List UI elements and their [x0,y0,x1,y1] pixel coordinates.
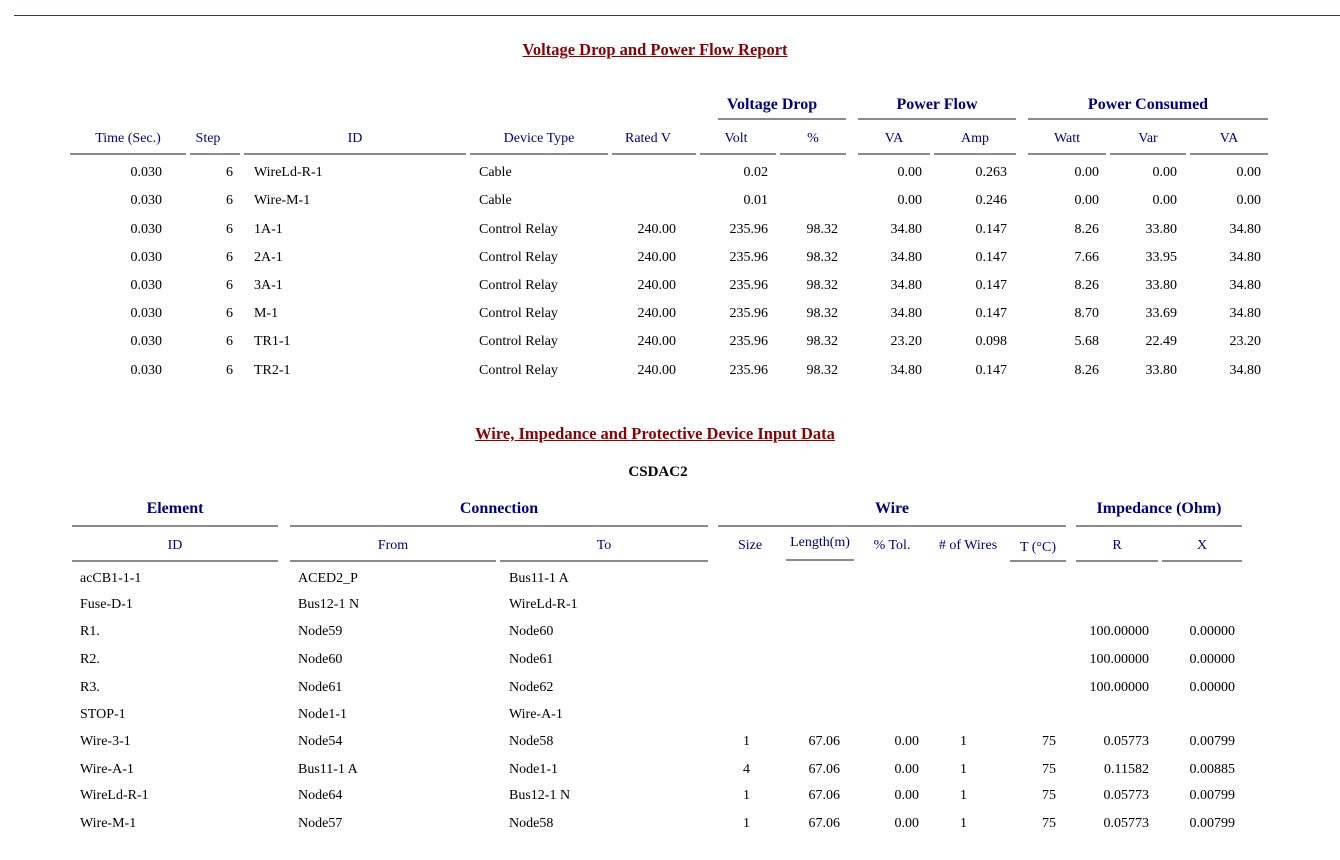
rule-power-consumed [1028,118,1268,120]
cell-length: 67.06 [808,788,840,803]
cell-pct: 98.32 [806,250,838,265]
rule-connection [290,525,708,527]
group-element: Element [146,500,204,517]
group-power-consumed: Power Consumed [1087,96,1209,113]
cell-volt: 235.96 [729,278,768,293]
cell-from: ACED2_P [298,571,358,586]
cell-amp: 0.147 [975,250,1007,265]
col-from: From [377,538,409,553]
cell-length: 67.06 [808,734,840,749]
cell-to: Bus12-1 N [509,788,571,803]
cell-pct: 98.32 [806,222,838,237]
cell-r: 100.00000 [1089,624,1149,639]
col-temp: T (°C) [1019,540,1057,555]
col-rated-v: Rated V [624,131,671,146]
rule-power-flow [858,118,1016,120]
cell-step: 6 [226,306,233,321]
cell-va-consumed: 0.00 [1236,193,1261,208]
cell-step: 6 [226,334,233,349]
cell-va: 34.80 [890,222,922,237]
cell-id: WireLd-R-1 [254,165,323,180]
col-num-wires: # of Wires [938,538,998,553]
cell-id: M-1 [254,306,279,321]
cell-size: 1 [743,816,750,831]
cell-x: 0.00885 [1189,762,1235,777]
cell-from: Node1-1 [298,707,347,722]
cell-rated-v: 240.00 [637,278,676,293]
cell-watt: 5.68 [1074,334,1099,349]
cell-rated-v: 240.00 [637,334,676,349]
cell-device-type: Control Relay [479,278,558,293]
rule-col-device-type [470,153,608,155]
cell-amp: 0.147 [975,363,1007,378]
cell-step: 6 [226,193,233,208]
cell-from: Node59 [298,624,343,639]
rule-col-pct [780,153,846,155]
group-power-flow: Power Flow [896,96,978,113]
cell-watt: 0.00 [1074,165,1099,180]
cell-volt: 235.96 [729,250,768,265]
group-voltage-drop: Voltage Drop [726,96,818,113]
cell-amp: 0.147 [975,306,1007,321]
cell-device-type: Control Relay [479,334,558,349]
col-va: VA [884,131,904,146]
cell-pct: 98.32 [806,306,838,321]
col-id: ID [347,131,363,146]
cell-element-id: Wire-3-1 [80,734,131,749]
cell-num-wires: 1 [960,762,967,777]
col-length: Length(m) [790,535,850,550]
cell-x: 0.00799 [1189,816,1235,831]
cell-tol: 0.00 [894,734,919,749]
col-step: Step [195,131,221,146]
col-pct: % [807,131,819,146]
cell-va: 34.80 [890,363,922,378]
cell-id: Wire-M-1 [254,193,311,208]
rule-col-element-id [72,560,278,562]
cell-num-wires: 1 [960,788,967,803]
col-va-consumed: VA [1219,131,1239,146]
cell-x: 0.00000 [1189,680,1235,695]
cell-device-type: Control Relay [479,306,558,321]
cell-watt: 8.26 [1074,222,1099,237]
cell-temp: 75 [1042,734,1056,749]
cell-tol: 0.00 [894,762,919,777]
col-r: R [1112,538,1122,553]
group-connection: Connection [459,500,539,517]
cell-to: Wire-A-1 [509,707,563,722]
cell-va-consumed: 34.80 [1229,222,1261,237]
cell-pct: 98.32 [806,278,838,293]
cell-to: Node58 [509,816,554,831]
cell-volt: 235.96 [729,306,768,321]
voltage-drop-report-title: Voltage Drop and Power Flow Report [522,40,788,59]
rule-col-var [1110,153,1186,155]
cell-va: 34.80 [890,250,922,265]
cell-from: Bus11-1 A [298,762,358,777]
cell-to: Node58 [509,734,554,749]
cell-id: TR1-1 [254,334,291,349]
col-tol: % Tol. [873,538,911,553]
cell-tol: 0.00 [894,816,919,831]
cell-from: Node54 [298,734,343,749]
cell-element-id: WireLd-R-1 [80,788,149,803]
cell-from: Node64 [298,788,343,803]
wire-subtitle: CSDAC2 [628,464,688,480]
cell-step: 6 [226,250,233,265]
cell-length: 67.06 [808,816,840,831]
cell-num-wires: 1 [960,734,967,749]
cell-time: 0.030 [130,250,162,265]
col-device-type: Device Type [503,131,575,146]
cell-r: 0.11582 [1104,762,1149,777]
cell-var: 33.80 [1145,278,1177,293]
rule-col-from [290,560,496,562]
cell-x: 0.00000 [1189,624,1235,639]
rule-col-time [70,153,186,155]
cell-time: 0.030 [130,278,162,293]
cell-r: 0.05773 [1103,788,1149,803]
rule-col-r [1076,560,1158,562]
cell-device-type: Control Relay [479,222,558,237]
cell-temp: 75 [1042,762,1056,777]
rule-col-x [1162,560,1242,562]
group-impedance: Impedance (Ohm) [1096,500,1222,517]
cell-amp: 0.147 [975,222,1007,237]
group-wire: Wire [874,500,910,517]
cell-time: 0.030 [130,222,162,237]
cell-volt: 235.96 [729,363,768,378]
cell-x: 0.00799 [1189,734,1235,749]
cell-var: 33.80 [1145,222,1177,237]
cell-id: TR2-1 [254,363,291,378]
rule-element [72,525,278,527]
rule-col-va-consumed [1190,153,1268,155]
cell-element-id: Wire-A-1 [80,762,134,777]
rule-col-step [190,153,240,155]
cell-rated-v: 240.00 [637,222,676,237]
cell-rated-v: 240.00 [637,363,676,378]
cell-watt: 0.00 [1074,193,1099,208]
cell-watt: 7.66 [1074,250,1099,265]
cell-size: 1 [743,788,750,803]
rule-col-va [858,153,930,155]
cell-var: 33.69 [1145,306,1177,321]
cell-step: 6 [226,363,233,378]
col-amp: Amp [961,131,989,146]
col-volt: Volt [724,131,748,146]
cell-element-id: acCB1-1-1 [80,571,142,586]
cell-pct: 98.32 [806,334,838,349]
cell-va: 0.00 [897,165,922,180]
cell-x: 0.00799 [1189,788,1235,803]
cell-x: 0.00000 [1189,652,1235,667]
cell-amp: 0.263 [975,165,1007,180]
cell-device-type: Cable [479,165,512,180]
cell-r: 100.00000 [1089,680,1149,695]
cell-to: Node1-1 [509,762,558,777]
wire-impedance-title: Wire, Impedance and Protective Device Input Data [475,424,835,443]
cell-temp: 75 [1042,788,1056,803]
cell-from: Node57 [298,816,343,831]
rule-wire [718,525,1066,527]
cell-va: 23.20 [890,334,922,349]
cell-element-id: R1. [80,624,100,639]
cell-temp: 75 [1042,816,1056,831]
cell-va-consumed: 34.80 [1229,278,1261,293]
cell-r: 0.05773 [1103,734,1149,749]
cell-r: 100.00000 [1089,652,1149,667]
cell-to: WireLd-R-1 [509,597,578,612]
cell-element-id: Fuse-D-1 [80,597,133,612]
cell-var: 22.49 [1145,334,1177,349]
rule-col-amp [934,153,1016,155]
cell-pct: 98.32 [806,363,838,378]
col-time: Time (Sec.) [95,131,161,146]
cell-rated-v: 240.00 [637,306,676,321]
cell-to: Bus11-1 A [509,571,569,586]
cell-time: 0.030 [130,334,162,349]
cell-from: Bus12-1 N [298,597,360,612]
cell-volt: 0.01 [743,193,768,208]
cell-va-consumed: 34.80 [1229,363,1261,378]
cell-to: Node61 [509,652,554,667]
cell-va-consumed: 23.20 [1229,334,1261,349]
cell-from: Node60 [298,652,343,667]
col-watt: Watt [1053,131,1081,146]
cell-watt: 8.26 [1074,363,1099,378]
cell-step: 6 [226,278,233,293]
cell-device-type: Control Relay [479,250,558,265]
cell-va-consumed: 34.80 [1229,250,1261,265]
rule-col-rated-v [612,153,696,155]
cell-element-id: STOP-1 [80,707,126,722]
cell-var: 33.80 [1145,363,1177,378]
cell-step: 6 [226,165,233,180]
cell-element-id: R2. [80,652,100,667]
cell-var: 33.95 [1145,250,1177,265]
col-x: X [1196,538,1208,553]
cell-rated-v: 240.00 [637,250,676,265]
cell-amp: 0.147 [975,278,1007,293]
cell-time: 0.030 [130,165,162,180]
cell-va: 34.80 [890,278,922,293]
cell-tol: 0.00 [894,788,919,803]
cell-var: 0.00 [1152,193,1177,208]
cell-id: 3A-1 [254,278,283,293]
rule-col-to [500,560,708,562]
rule-col-watt [1028,153,1106,155]
cell-id: 1A-1 [254,222,283,237]
cell-watt: 8.26 [1074,278,1099,293]
cell-element-id: R3. [80,680,100,695]
cell-volt: 235.96 [729,334,768,349]
cell-device-type: Control Relay [479,363,558,378]
col-element-id: ID [167,538,183,553]
cell-to: Node62 [509,680,554,695]
cell-from: Node61 [298,680,343,695]
cell-size: 4 [743,762,750,777]
cell-num-wires: 1 [960,816,967,831]
rule-impedance [1076,525,1242,527]
cell-va: 0.00 [897,193,922,208]
cell-time: 0.030 [130,193,162,208]
cell-id: 2A-1 [254,250,283,265]
cell-to: Node60 [509,624,554,639]
rule-col-temp [1010,560,1066,562]
top-divider [14,15,1340,16]
cell-watt: 8.70 [1074,306,1099,321]
cell-va: 34.80 [890,306,922,321]
cell-time: 0.030 [130,363,162,378]
cell-amp: 0.098 [975,334,1007,349]
cell-var: 0.00 [1152,165,1177,180]
cell-step: 6 [226,222,233,237]
col-var: Var [1138,131,1158,146]
cell-va-consumed: 34.80 [1229,306,1261,321]
cell-r: 0.05773 [1103,816,1149,831]
cell-element-id: Wire-M-1 [80,816,137,831]
rule-voltage-drop [718,118,846,120]
cell-time: 0.030 [130,306,162,321]
cell-volt: 235.96 [729,222,768,237]
col-size: Size [737,538,763,553]
cell-volt: 0.02 [743,165,768,180]
cell-size: 1 [743,734,750,749]
col-to: To [596,538,612,553]
rule-col-id [244,153,466,155]
cell-amp: 0.246 [975,193,1007,208]
rule-col-length [786,559,854,561]
cell-device-type: Cable [479,193,512,208]
rule-col-volt [700,153,776,155]
cell-length: 67.06 [808,762,840,777]
cell-va-consumed: 0.00 [1236,165,1261,180]
